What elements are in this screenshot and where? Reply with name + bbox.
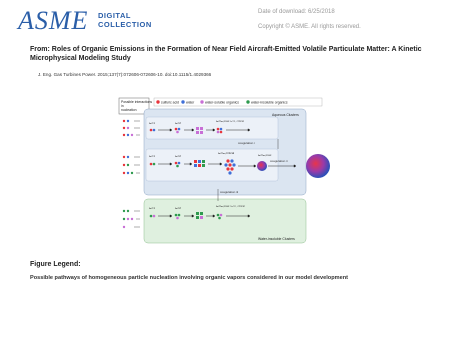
logo-asme-text: ASME bbox=[18, 6, 89, 35]
row2-label-a: iₘ=1 bbox=[149, 154, 155, 158]
article-citation[interactable]: J. Eng. Gas Turbines Power. 2015;137(7):072606-072606-10. doi:10.1115/1.4029366 bbox=[38, 72, 212, 77]
row3-label-a: iₘ=1 bbox=[149, 206, 155, 210]
nucleation-pathways-figure bbox=[118, 97, 334, 245]
legend-water-insoluble: water-insoluble organics bbox=[251, 100, 288, 105]
legend-water-insoluble-dot bbox=[246, 100, 249, 103]
logo-sub-line2: COLLECTION bbox=[98, 19, 152, 29]
row3-label-d: nₘ=n, critical bbox=[230, 205, 245, 208]
insoluble-clusters-label: Water-insoluble Clusters bbox=[258, 237, 295, 241]
row2-label-c: iₘ=iₘ,critical bbox=[218, 151, 235, 155]
legend-sulfuric-acid: sulfuric acid bbox=[161, 100, 179, 105]
row1-label-c: iₘ=iₘ,max bbox=[216, 119, 230, 123]
coagulation-ii-label: coagulation ii bbox=[270, 159, 288, 163]
row2-label-d: iₘ=iₘ,max bbox=[258, 153, 272, 157]
legend-water: water bbox=[186, 100, 195, 105]
interactions-header: Possible interactions in nucleation bbox=[121, 100, 153, 112]
row1-lane bbox=[146, 117, 278, 139]
interaction-icons bbox=[123, 120, 140, 228]
article-title[interactable]: From: Roles of Organic Emissions in the Formation of Near Field Aircraft-Emitted Volatile Particulate Matter: A Kinetic Microphysical Modeling Study bbox=[30, 46, 422, 62]
row1-label-d: iₘ=n, critical bbox=[230, 120, 244, 123]
legend-water-dot bbox=[181, 100, 184, 103]
row1-label-b: iₘ=2 bbox=[175, 121, 181, 125]
row1-label-a: iₘ=1 bbox=[149, 121, 155, 125]
download-date: Date of download: 6/25/2018 bbox=[258, 9, 335, 15]
logo-subtitle bbox=[98, 12, 152, 29]
final-droplet bbox=[306, 154, 330, 178]
row2-grown-droplet bbox=[257, 161, 267, 171]
legend-water-soluble-dot bbox=[200, 100, 203, 103]
figure-legend-heading: Figure Legend: bbox=[30, 261, 81, 268]
copyright-notice: Copyright © ASME. All rights reserved. bbox=[258, 24, 361, 30]
coagulation-iii-label: coagulation iii bbox=[220, 190, 239, 194]
row2-label-b: iₘ=2 bbox=[175, 154, 181, 158]
aqueous-clusters-label: Aqueous Clusters bbox=[272, 113, 299, 117]
legend-sulfuric-acid-dot bbox=[156, 100, 159, 103]
logo-sub-line1: DIGITAL bbox=[98, 11, 131, 20]
asme-logo[interactable] bbox=[18, 8, 168, 34]
figure-legend-text: Possible pathways of homogeneous particle nucleation involving organic vapors considered in our model development bbox=[30, 275, 348, 281]
legend-water-soluble: water-soluble organics bbox=[205, 100, 239, 105]
row3-label-b: iₘ=2 bbox=[175, 206, 181, 210]
coagulation-i-label: coagulation i bbox=[238, 141, 255, 145]
row3-label-c: iₘ=iₘ,max bbox=[216, 204, 230, 208]
